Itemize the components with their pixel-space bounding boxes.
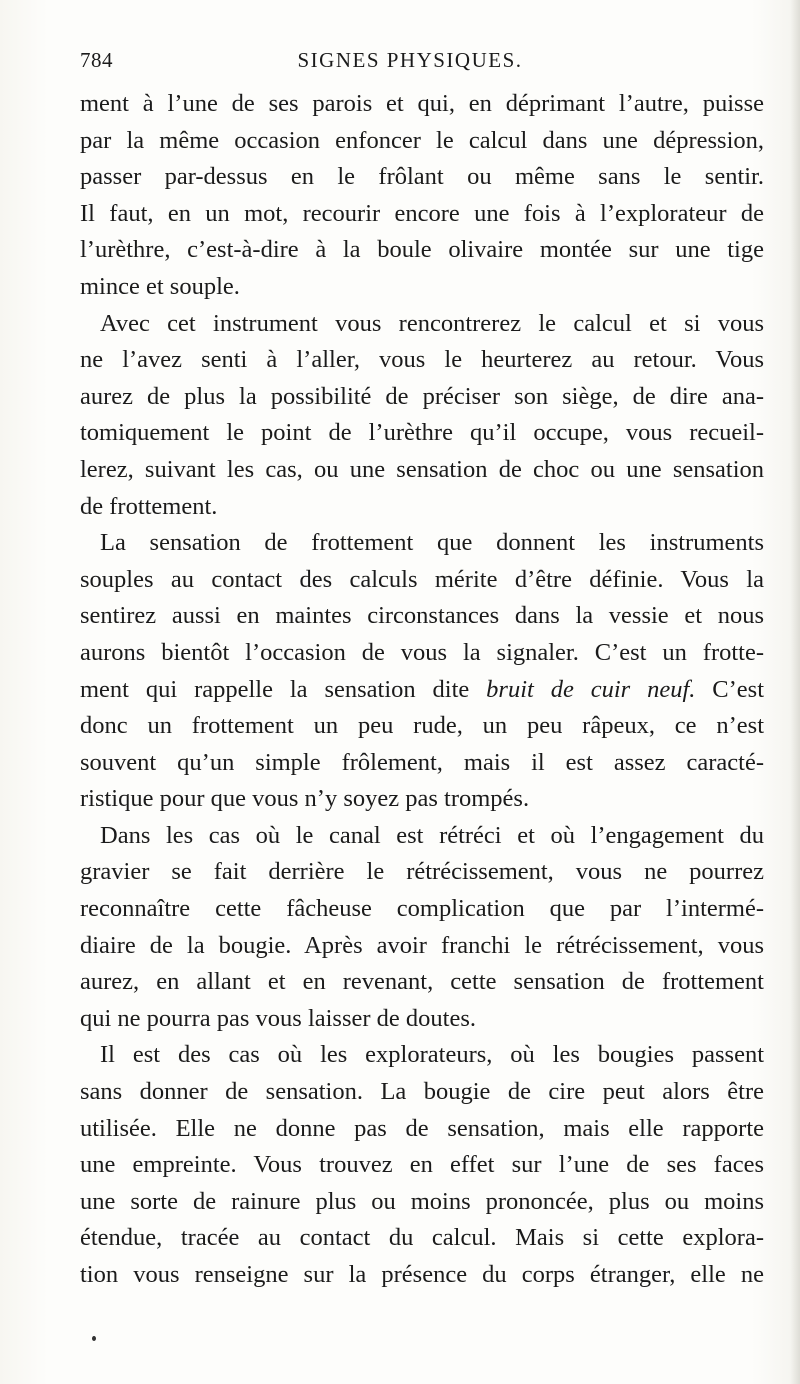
text-line: Il faut, en un mot, recourir encore une fois à l’explorateur de — [80, 199, 764, 227]
text-segment: ment qui rappelle la sensation dite — [80, 675, 487, 703]
page-number: 784 — [80, 48, 113, 72]
text-line: souvent qu’un simple frôlement, mais il est assez caracté- — [80, 748, 764, 776]
text-line: sans donner de sensation. La bougie de cire peut alors être — [80, 1078, 764, 1106]
text-line: une sorte de rainure plus ou moins prononcée, plus ou moins — [80, 1187, 764, 1215]
text-line: par la même occasion enfoncer le calcul dans une dépression, — [80, 126, 764, 154]
text-line: tomiquement le point de l’urèthre qu’il occupe, vous recueil- — [80, 419, 764, 447]
text-line: Avec cet instrument vous rencontrerez le calcul et si vous — [100, 309, 764, 337]
text-line: sentirez aussi en maintes circonstances dans la vessie et nous — [80, 602, 764, 630]
text-line: l’urèthre, c’est-à-dire à la boule olivaire montée sur une tige — [80, 236, 764, 264]
ink-speck — [92, 1336, 96, 1341]
text-line: reconnaître cette fâcheuse complication que par l’intermé- — [80, 895, 764, 923]
text-line: diaire de la bougie. Après avoir franchi le rétrécissement, vous — [80, 931, 764, 959]
running-title: SIGNES PHYSIQUES. — [297, 48, 523, 72]
text-line: passer par-dessus en le frôlant ou même sans le sentir. — [80, 163, 764, 191]
text-line: souples au contact des calculs mérite d’être définie. Vous la — [80, 565, 764, 593]
text-line-with-italic — [80, 672, 764, 709]
text-line: mince et souple. — [80, 272, 240, 300]
text-line: Dans les cas où le canal est rétréci et où l’engagement du — [100, 821, 764, 849]
page-edge-shadow — [790, 0, 800, 1384]
text-line: Il est des cas où les explorateurs, où les bougies passent — [100, 1041, 764, 1069]
text-line: ment à l’une de ses parois et qui, en déprimant l’autre, puisse — [80, 90, 764, 117]
text-line: qui ne pourra pas vous laisser de doutes. — [80, 1004, 476, 1032]
text-line: aurons bientôt l’occasion de vous la signaler. C’est un frotte- — [80, 638, 764, 666]
text-line: utilisée. Elle ne donne pas de sensation, mais elle rapporte — [80, 1114, 764, 1142]
text-line: La sensation de frottement que donnent les instruments — [100, 529, 764, 557]
text-line: tion vous renseigne sur la présence du corps étranger, elle ne — [80, 1261, 764, 1288]
text-line: étendue, tracée au contact du calcul. Mais si cette explora- — [80, 1224, 764, 1252]
text-line: gravier se fait derrière le rétrécissement, vous ne pourrez — [80, 858, 764, 886]
text-line: ristique pour que vous n’y soyez pas trompés. — [80, 785, 530, 813]
italic-phrase: bruit de cuir neuf. — [486, 675, 696, 703]
text-line: donc un frottement un peu rude, un peu râpeux, ce n’est — [80, 712, 764, 740]
text-line: lerez, suivant les cas, ou une sensation de choc ou une sensation — [80, 455, 764, 483]
text-line: de frottement. — [80, 492, 218, 520]
body-text — [80, 86, 764, 1294]
text-line: ne l’avez senti à l’aller, vous le heurterez au retour. Vous — [80, 346, 764, 374]
text-line: aurez de plus la possibilité de préciser son siège, de dire ana- — [80, 382, 764, 410]
running-head — [80, 48, 760, 78]
text-line: aurez, en allant et en revenant, cette sensation de frottement — [80, 968, 764, 996]
text-line: une empreinte. Vous trouvez en effet sur l’une de ses faces — [80, 1151, 764, 1179]
text-segment: C’est — [695, 675, 765, 703]
